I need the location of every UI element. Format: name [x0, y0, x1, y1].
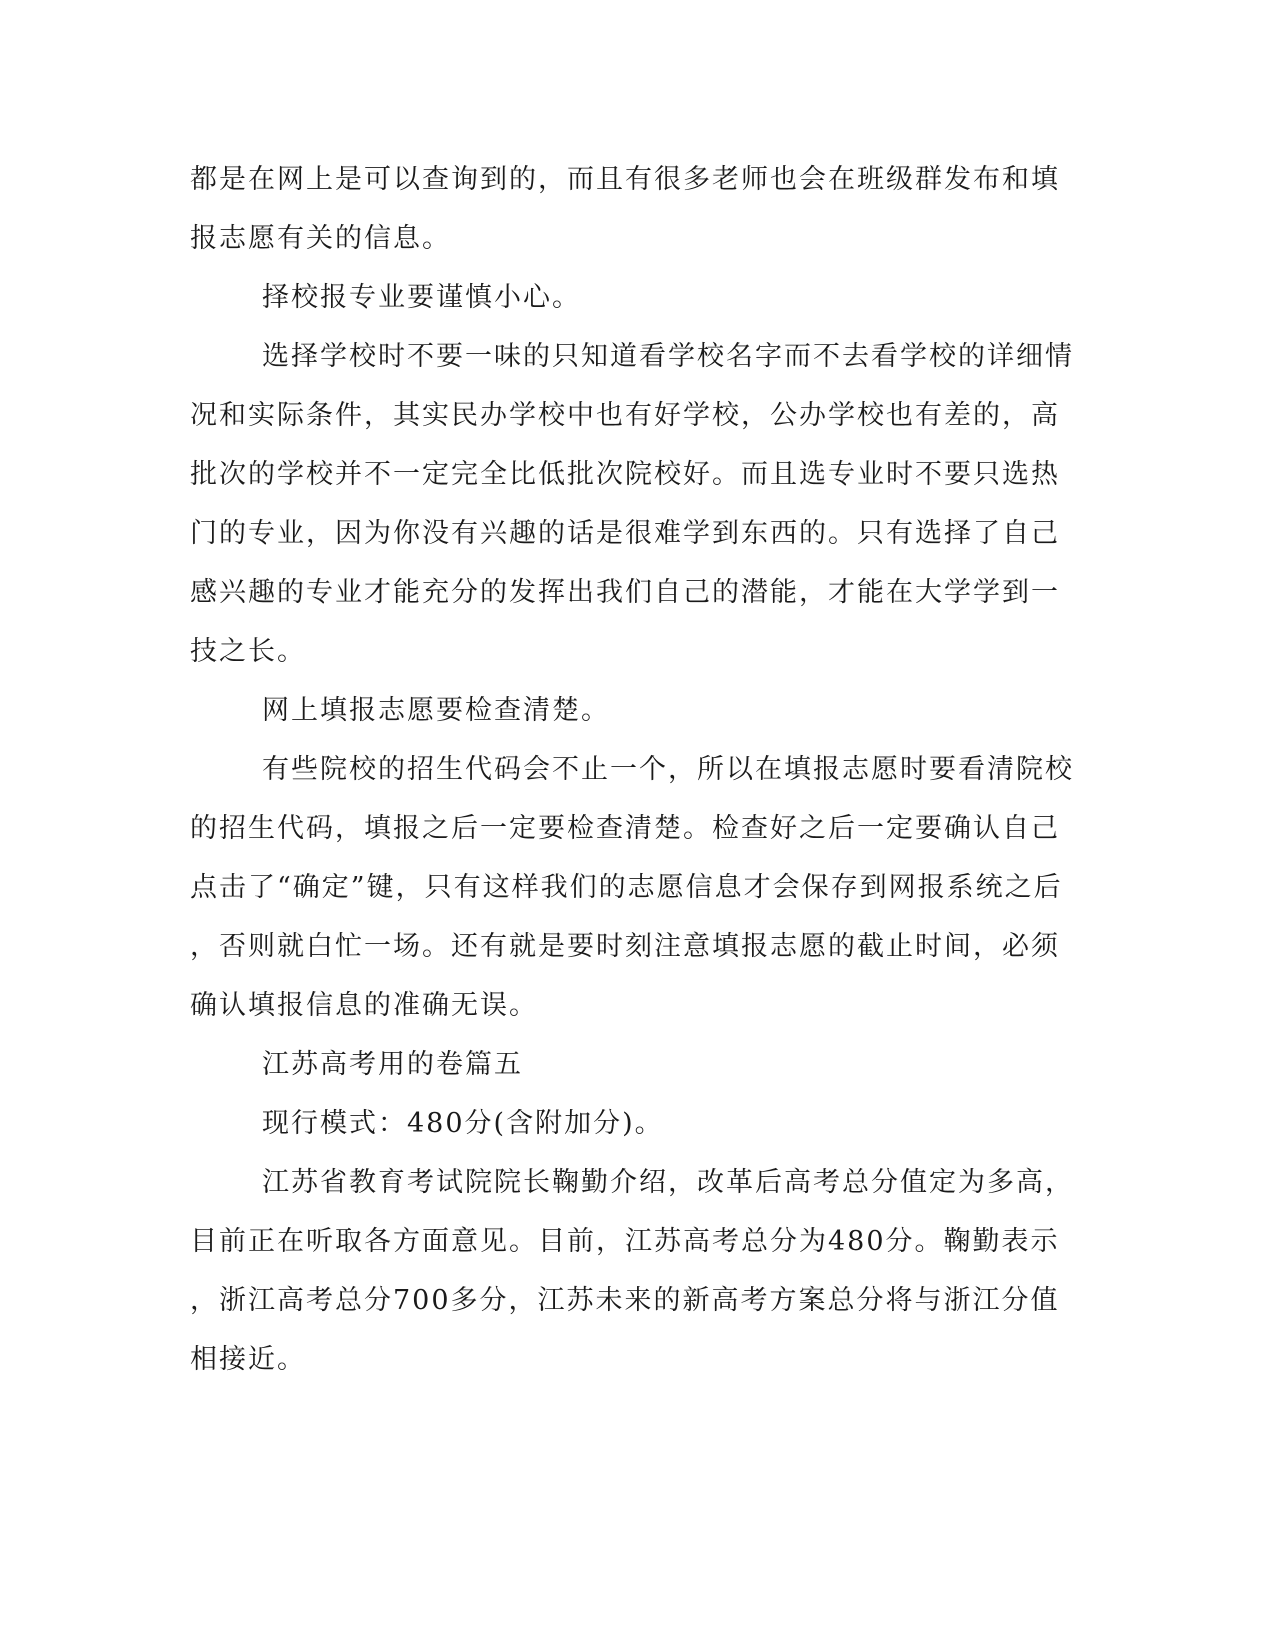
section-heading: 网上填报志愿要检查清楚。 [262, 695, 610, 726]
paragraph-line: 目前正在听取各方面意见。目前，江苏高考总分为480分。鞠勤表示 [190, 1226, 1060, 1257]
paragraph-line: 确认填报信息的准确无误。 [190, 990, 538, 1021]
paragraph-line: 批次的学校并不一定完全比低批次院校好。而且选专业时不要只选热 [190, 459, 1060, 490]
paragraph-line: 点击了“确定”键，只有这样我们的志愿信息才会保存到网报系统之后 [190, 872, 1063, 903]
paragraph-line: 技之长。 [190, 636, 306, 667]
paragraph-line: 有些院校的招生代码会不止一个，所以在填报志愿时要看清院校 [262, 754, 1074, 785]
paragraph-line: 报志愿有关的信息。 [190, 223, 451, 254]
paragraph-line: 都是在网上是可以查询到的，而且有很多老师也会在班级群发布和填 [190, 164, 1060, 195]
section-heading: 江苏高考用的卷篇五 [262, 1049, 523, 1080]
paragraph-line: 现行模式：480分(含附加分)。 [262, 1108, 664, 1139]
paragraph-line: 江苏省教育考试院院长鞠勤介绍，改革后高考总分值定为多高， [262, 1167, 1074, 1198]
paragraph-line: 门的专业，因为你没有兴趣的话是很难学到东西的。只有选择了自己 [190, 518, 1060, 549]
paragraph-line: 选择学校时不要一味的只知道看学校名字而不去看学校的详细情 [262, 341, 1074, 372]
paragraph-line: 况和实际条件，其实民办学校中也有好学校，公办学校也有差的，高 [190, 400, 1060, 431]
section-heading: 择校报专业要谨慎小心。 [262, 282, 581, 313]
paragraph-line: ，浙江高考总分700多分，江苏未来的新高考方案总分将与浙江分值 [190, 1285, 1060, 1316]
paragraph-line: 感兴趣的专业才能充分的发挥出我们自己的潜能，才能在大学学到一 [190, 577, 1060, 608]
paragraph-line: ，否则就白忙一场。还有就是要时刻注意填报志愿的截止时间，必须 [190, 931, 1060, 962]
paragraph-line: 相接近。 [190, 1344, 306, 1375]
paragraph-line: 的招生代码，填报之后一定要检查清楚。检查好之后一定要确认自己 [190, 813, 1060, 844]
